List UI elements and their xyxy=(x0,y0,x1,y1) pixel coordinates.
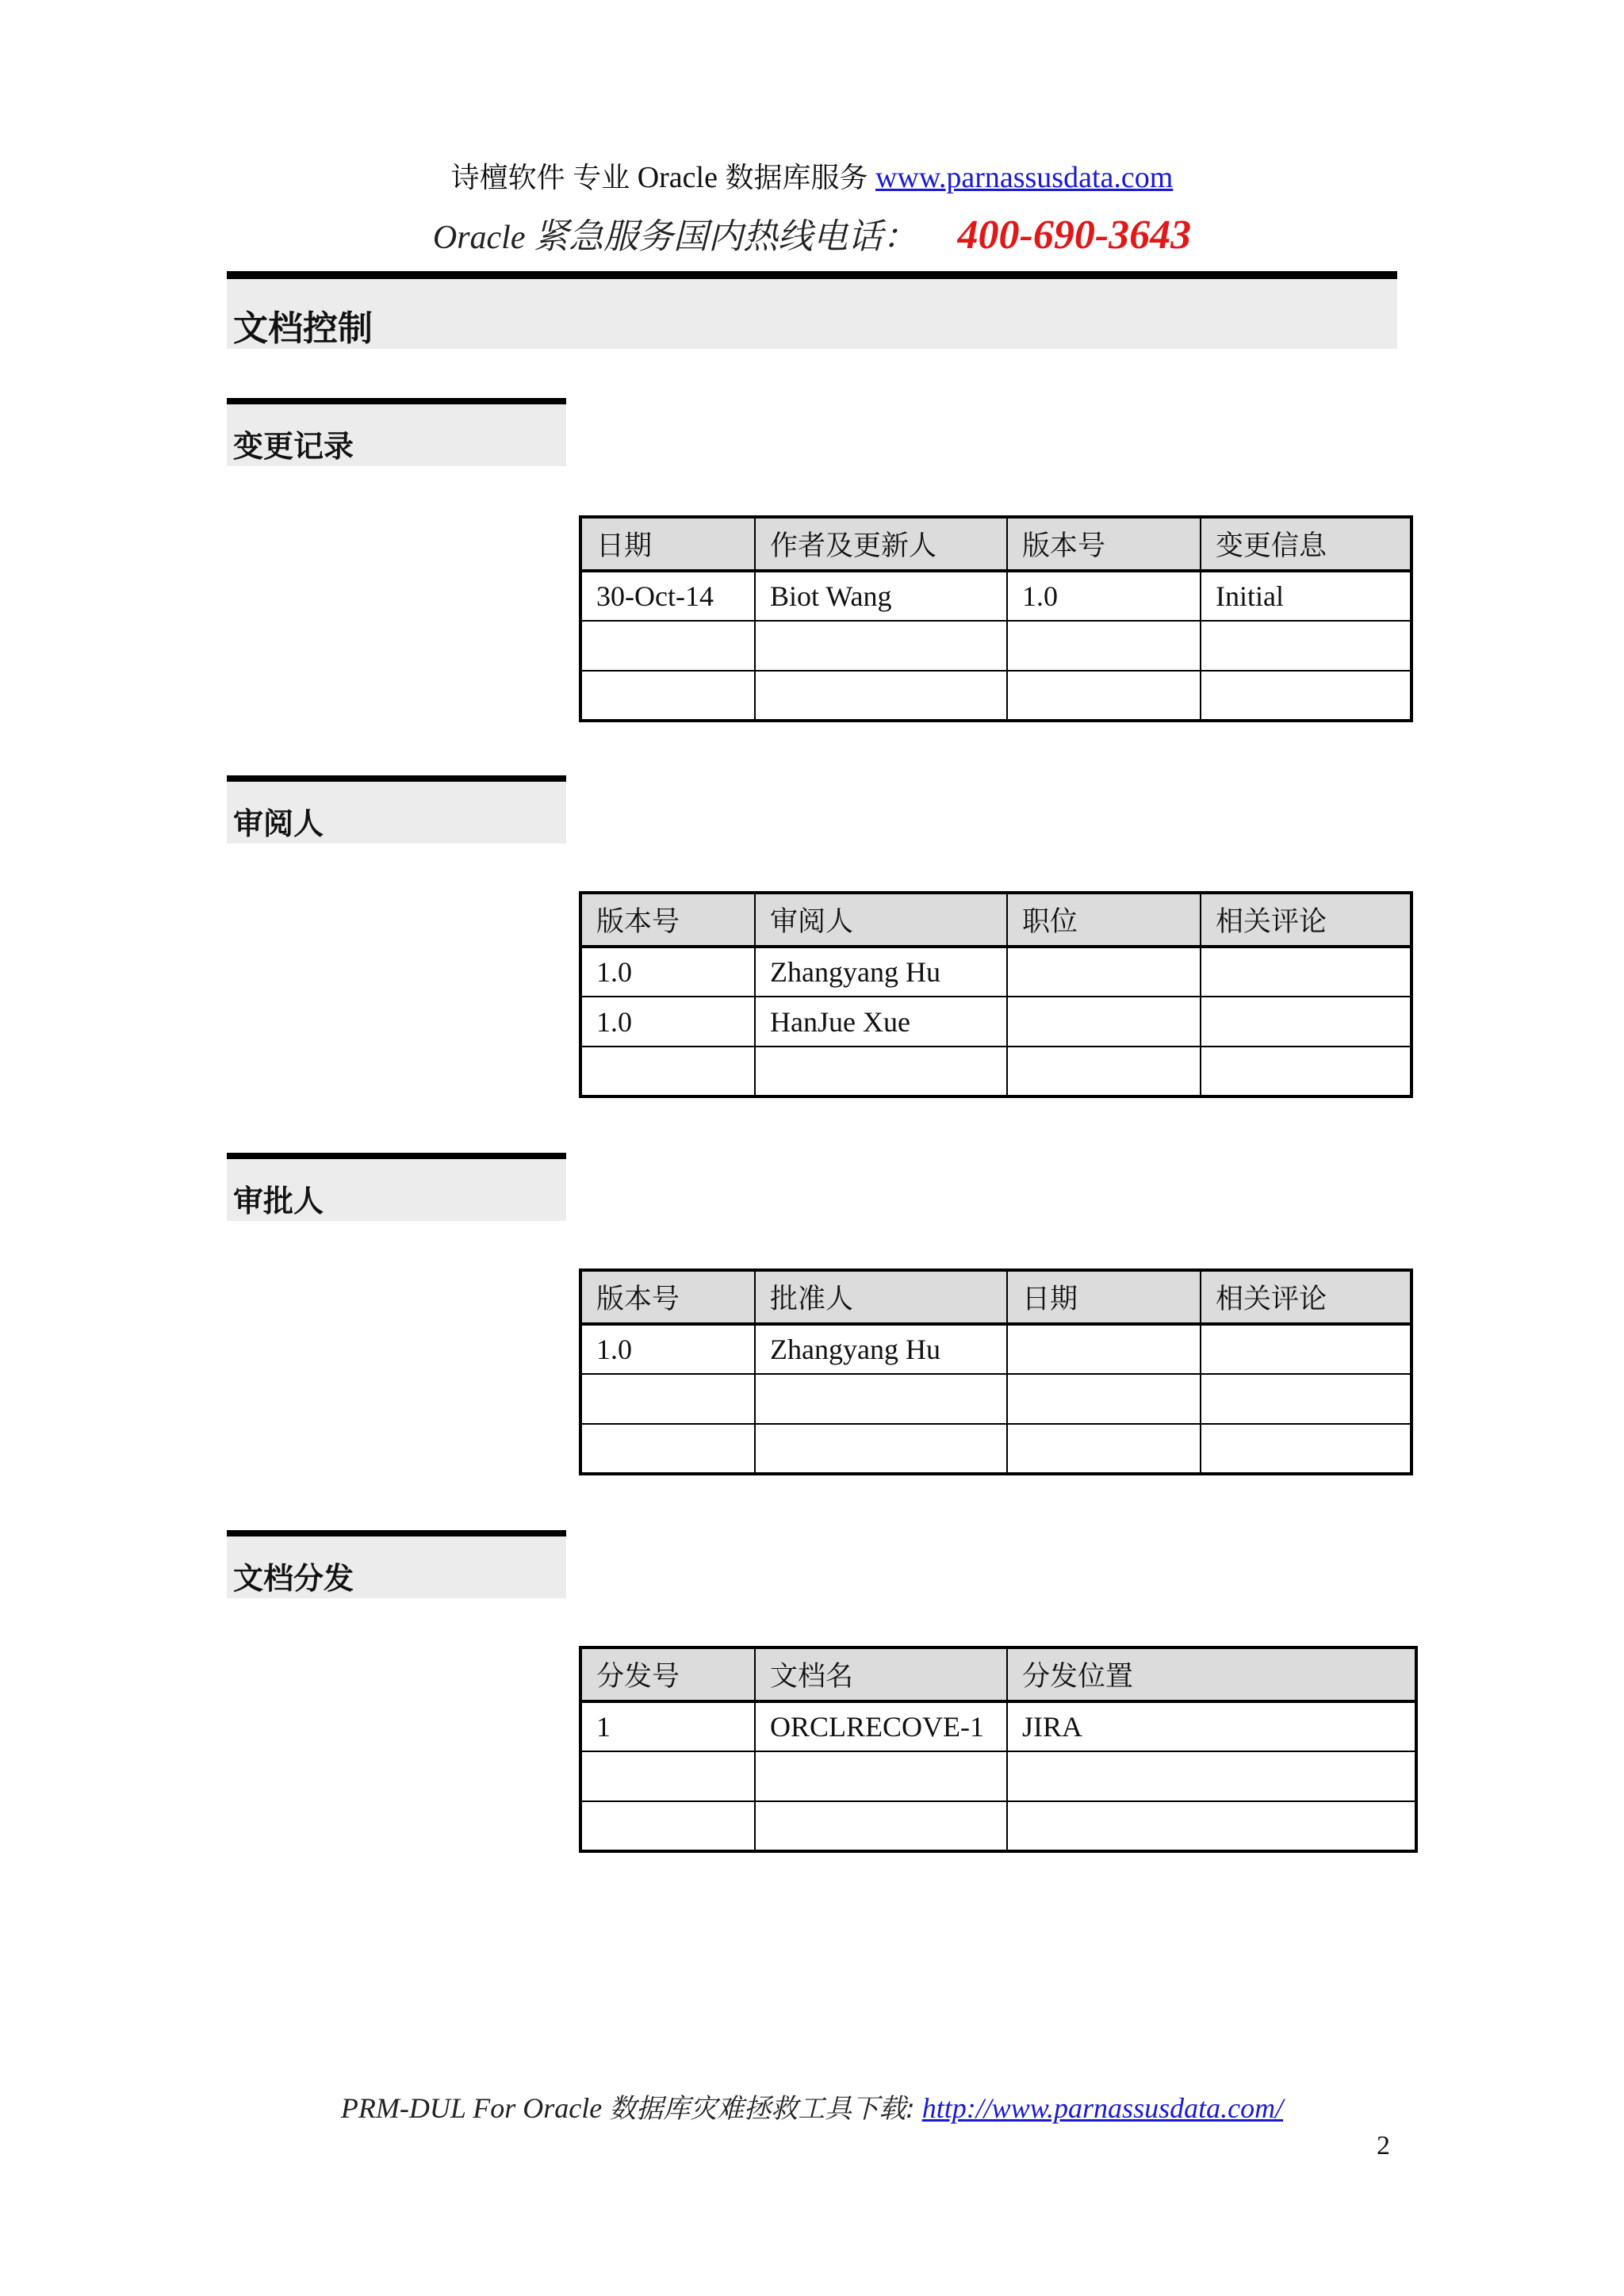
table-row xyxy=(580,571,1411,621)
table-cell: 1.0 xyxy=(580,997,755,1047)
hotline-label: 紧急服务国内热线电话： xyxy=(534,216,917,257)
oracle-word: Oracle xyxy=(637,161,718,194)
table-cell xyxy=(580,1424,755,1474)
header-service-line xyxy=(0,155,1624,196)
table-cell: 1.0 xyxy=(580,1324,755,1374)
table-cell xyxy=(1007,997,1201,1047)
table-row xyxy=(580,1701,1416,1751)
column-header: 相关评论 xyxy=(1201,1270,1411,1324)
reviewers-table xyxy=(579,891,1413,1098)
table-cell xyxy=(1201,1324,1411,1374)
table-cell xyxy=(1201,947,1411,997)
header-hotline-line xyxy=(0,208,1624,258)
section-title-approvers: 审批人 xyxy=(227,1153,566,1221)
service-pre: 专业 xyxy=(573,162,630,194)
column-header: 文档名 xyxy=(755,1647,1007,1701)
column-header: 职位 xyxy=(1007,893,1201,947)
table-header-row xyxy=(580,893,1411,947)
table-cell xyxy=(1007,1801,1416,1851)
column-header: 版本号 xyxy=(1007,517,1201,571)
table-cell xyxy=(755,671,1007,721)
table-cell xyxy=(1201,671,1411,721)
table-cell xyxy=(580,1047,755,1096)
table-cell xyxy=(1007,1047,1201,1096)
column-header: 版本号 xyxy=(580,893,755,947)
footer-download-line xyxy=(0,2087,1624,2126)
table-cell: Zhangyang Hu xyxy=(755,947,1007,997)
table-row xyxy=(580,1374,1411,1424)
table-cell xyxy=(580,1751,755,1801)
hotline-oracle: Oracle xyxy=(432,220,526,256)
table-cell: Biot Wang xyxy=(755,571,1007,621)
page-title: 文档控制 xyxy=(227,271,1397,349)
table-cell: Zhangyang Hu xyxy=(755,1324,1007,1374)
table-cell xyxy=(755,1047,1007,1096)
column-header: 分发号 xyxy=(580,1647,755,1701)
table-cell xyxy=(1201,997,1411,1047)
section-title-distribution: 文档分发 xyxy=(227,1530,566,1598)
distribution-table xyxy=(579,1646,1418,1853)
table-row xyxy=(580,671,1411,721)
table-cell xyxy=(1201,621,1411,671)
table-row xyxy=(580,1047,1411,1096)
footer-label: 数据库灾难拯救工具下载: xyxy=(609,2093,915,2125)
hotline-phone: 400-690-3643 xyxy=(957,212,1192,258)
table-cell: ORCLRECOVE-1 xyxy=(755,1701,1007,1751)
table-cell xyxy=(755,1424,1007,1474)
table-header-row xyxy=(580,517,1411,571)
table-header-row xyxy=(580,1270,1411,1324)
column-header: 版本号 xyxy=(580,1270,755,1324)
header-website-link[interactable]: www.parnassusdata.com xyxy=(875,161,1174,194)
column-header: 作者及更新人 xyxy=(755,517,1007,571)
column-header: 审阅人 xyxy=(755,893,1007,947)
table-cell: 1.0 xyxy=(580,947,755,997)
table-cell: 30-Oct-14 xyxy=(580,571,755,621)
table-cell xyxy=(755,621,1007,671)
page-number: 2 xyxy=(1377,2131,1390,2160)
table-cell xyxy=(1007,671,1201,721)
table-cell xyxy=(1007,1424,1201,1474)
table-cell xyxy=(1201,1374,1411,1424)
table-cell: 1 xyxy=(580,1701,755,1751)
table-row xyxy=(580,947,1411,997)
company-name: 诗檀软件 xyxy=(450,162,565,194)
section-title-reviewers: 审阅人 xyxy=(227,775,566,844)
table-row xyxy=(580,1751,1416,1801)
table-cell xyxy=(1007,1751,1416,1801)
table-cell xyxy=(755,1751,1007,1801)
table-cell: Initial xyxy=(1201,571,1411,621)
section-title-change-log: 变更记录 xyxy=(227,398,566,466)
table-cell xyxy=(580,1801,755,1851)
footer-product: PRM-DUL For Oracle xyxy=(340,2092,603,2124)
table-row xyxy=(580,1424,1411,1474)
table-cell xyxy=(755,1801,1007,1851)
table-cell xyxy=(580,671,755,721)
table-cell: JIRA xyxy=(1007,1701,1416,1751)
column-header: 分发位置 xyxy=(1007,1647,1416,1701)
change-log-table xyxy=(579,515,1413,722)
column-header: 日期 xyxy=(1007,1270,1201,1324)
service-post: 数据库服务 xyxy=(725,162,868,194)
column-header: 变更信息 xyxy=(1201,517,1411,571)
table-cell xyxy=(1007,621,1201,671)
column-header: 日期 xyxy=(580,517,755,571)
table-row xyxy=(580,997,1411,1047)
table-row xyxy=(580,1801,1416,1851)
table-cell xyxy=(1007,1324,1201,1374)
table-row xyxy=(580,621,1411,671)
table-cell xyxy=(580,621,755,671)
table-cell xyxy=(755,1374,1007,1424)
table-row xyxy=(580,1324,1411,1374)
table-header-row xyxy=(580,1647,1416,1701)
table-cell xyxy=(1201,1424,1411,1474)
footer-download-link[interactable]: http://www.parnassusdata.com/ xyxy=(921,2092,1284,2124)
table-cell xyxy=(1201,1047,1411,1096)
table-cell xyxy=(1007,1374,1201,1424)
column-header: 批准人 xyxy=(755,1270,1007,1324)
column-header: 相关评论 xyxy=(1201,893,1411,947)
table-cell xyxy=(580,1374,755,1424)
table-cell xyxy=(1007,947,1201,997)
approvers-table xyxy=(579,1269,1413,1475)
table-cell: HanJue Xue xyxy=(755,997,1007,1047)
table-cell: 1.0 xyxy=(1007,571,1201,621)
